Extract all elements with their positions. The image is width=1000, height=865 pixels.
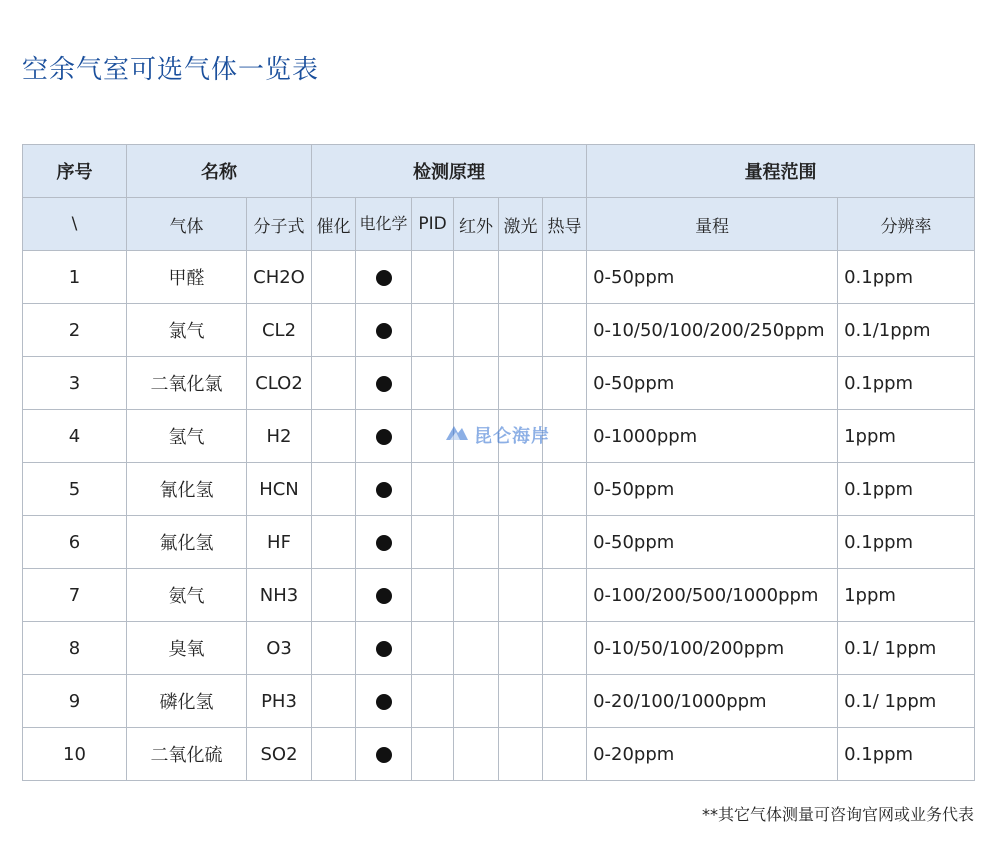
cell-gas: 臭氧 <box>127 622 247 675</box>
cell-gas: 磷化氢 <box>127 675 247 728</box>
cell-laser <box>499 251 543 304</box>
cell-catalytic <box>312 410 356 463</box>
cell-no: 3 <box>23 357 127 410</box>
header-row-1 <box>23 145 975 198</box>
cell-resolution: 1ppm <box>838 569 975 622</box>
header-name: 名称 <box>127 145 312 198</box>
cell-electrochemical <box>356 569 412 622</box>
gas-table <box>22 144 975 781</box>
cell-formula: CLO2 <box>247 357 312 410</box>
cell-resolution: 0.1ppm <box>838 357 975 410</box>
cell-formula: PH3 <box>247 675 312 728</box>
cell-infrared <box>454 728 499 781</box>
cell-pid <box>412 569 454 622</box>
subheader-electrochemical: 电化学 <box>356 198 412 251</box>
cell-resolution: 0.1/ 1ppm <box>838 622 975 675</box>
header-principle: 检测原理 <box>312 145 587 198</box>
cell-formula: NH3 <box>247 569 312 622</box>
cell-gas: 氰化氢 <box>127 463 247 516</box>
cell-catalytic <box>312 251 356 304</box>
cell-laser <box>499 569 543 622</box>
header-row-2 <box>23 198 975 251</box>
filled-dot-icon <box>376 747 392 763</box>
footnote: **其它气体测量可咨询官网或业务代表 <box>701 805 974 824</box>
watermark <box>444 422 550 448</box>
subheader-catalytic: 催化 <box>312 198 356 251</box>
cell-catalytic <box>312 569 356 622</box>
kunlun-logo-icon <box>444 424 470 446</box>
cell-formula: CH2O <box>247 251 312 304</box>
cell-gas: 二氧化硫 <box>127 728 247 781</box>
cell-catalytic <box>312 463 356 516</box>
cell-pid <box>412 516 454 569</box>
cell-formula: CL2 <box>247 304 312 357</box>
cell-electrochemical <box>356 357 412 410</box>
cell-gas: 氢气 <box>127 410 247 463</box>
subheader-pid: PID <box>412 198 454 251</box>
cell-electrochemical <box>356 675 412 728</box>
cell-resolution: 0.1ppm <box>838 463 975 516</box>
cell-thermal <box>543 357 587 410</box>
filled-dot-icon <box>376 588 392 604</box>
cell-infrared <box>454 463 499 516</box>
cell-catalytic <box>312 622 356 675</box>
cell-thermal <box>543 251 587 304</box>
cell-no: 8 <box>23 622 127 675</box>
table-row <box>23 622 975 675</box>
subheader-laser: 激光 <box>499 198 543 251</box>
cell-resolution: 0.1ppm <box>838 516 975 569</box>
cell-no: 7 <box>23 569 127 622</box>
cell-gas: 氟化氢 <box>127 516 247 569</box>
cell-catalytic <box>312 675 356 728</box>
filled-dot-icon <box>376 482 392 498</box>
cell-laser <box>499 304 543 357</box>
cell-gas: 二氧化氯 <box>127 357 247 410</box>
cell-resolution: 0.1/ 1ppm <box>838 675 975 728</box>
subheader-resolution: 分辨率 <box>838 198 975 251</box>
cell-infrared <box>454 251 499 304</box>
cell-infrared <box>454 569 499 622</box>
table-row <box>23 675 975 728</box>
cell-range: 0-50ppm <box>587 463 838 516</box>
cell-range: 0-1000ppm <box>587 410 838 463</box>
cell-no: 4 <box>23 410 127 463</box>
cell-laser <box>499 622 543 675</box>
cell-electrochemical <box>356 622 412 675</box>
cell-laser <box>499 357 543 410</box>
cell-pid <box>412 728 454 781</box>
cell-laser <box>499 463 543 516</box>
cell-formula: H2 <box>247 410 312 463</box>
cell-electrochemical <box>356 463 412 516</box>
table-row <box>23 357 975 410</box>
cell-thermal <box>543 622 587 675</box>
cell-formula: SO2 <box>247 728 312 781</box>
cell-range: 0-50ppm <box>587 251 838 304</box>
cell-catalytic <box>312 357 356 410</box>
cell-range: 0-100/200/500/1000ppm <box>587 569 838 622</box>
filled-dot-icon <box>376 270 392 286</box>
cell-thermal <box>543 569 587 622</box>
table-row <box>23 463 975 516</box>
cell-formula: HCN <box>247 463 312 516</box>
cell-thermal <box>543 728 587 781</box>
subheader-thermal: 热导 <box>543 198 587 251</box>
page-title: 空余气室可选气体一览表 <box>22 55 320 85</box>
subheader-formula: 分子式 <box>247 198 312 251</box>
filled-dot-icon <box>376 641 392 657</box>
cell-range: 0-50ppm <box>587 516 838 569</box>
subheader-range: 量程 <box>587 198 838 251</box>
header-no: 序号 <box>23 145 127 198</box>
cell-laser <box>499 516 543 569</box>
cell-resolution: 0.1ppm <box>838 728 975 781</box>
cell-range: 0-20ppm <box>587 728 838 781</box>
cell-infrared <box>454 675 499 728</box>
cell-resolution: 0.1/1ppm <box>838 304 975 357</box>
cell-laser <box>499 728 543 781</box>
filled-dot-icon <box>376 694 392 710</box>
cell-laser <box>499 675 543 728</box>
table-row <box>23 304 975 357</box>
filled-dot-icon <box>376 535 392 551</box>
subheader-gas: 气体 <box>127 198 247 251</box>
cell-range: 0-10/50/100/200ppm <box>587 622 838 675</box>
cell-pid <box>412 357 454 410</box>
cell-gas: 氨气 <box>127 569 247 622</box>
table-body <box>23 251 975 781</box>
cell-infrared <box>454 622 499 675</box>
cell-electrochemical <box>356 728 412 781</box>
cell-gas: 甲醛 <box>127 251 247 304</box>
cell-formula: O3 <box>247 622 312 675</box>
filled-dot-icon <box>376 323 392 339</box>
table-row <box>23 728 975 781</box>
cell-pid <box>412 304 454 357</box>
cell-electrochemical <box>356 410 412 463</box>
cell-gas: 氯气 <box>127 304 247 357</box>
subheader-no: \ <box>23 198 127 251</box>
table-row <box>23 251 975 304</box>
cell-infrared <box>454 357 499 410</box>
filled-dot-icon <box>376 429 392 445</box>
cell-no: 10 <box>23 728 127 781</box>
subheader-infrared: 红外 <box>454 198 499 251</box>
cell-no: 6 <box>23 516 127 569</box>
cell-range: 0-10/50/100/200/250ppm <box>587 304 838 357</box>
table-row <box>23 516 975 569</box>
cell-catalytic <box>312 304 356 357</box>
cell-pid <box>412 251 454 304</box>
cell-pid <box>412 675 454 728</box>
cell-range: 0-50ppm <box>587 357 838 410</box>
cell-no: 1 <box>23 251 127 304</box>
cell-catalytic <box>312 728 356 781</box>
cell-pid <box>412 622 454 675</box>
cell-thermal <box>543 304 587 357</box>
cell-no: 5 <box>23 463 127 516</box>
cell-infrared <box>454 516 499 569</box>
cell-thermal <box>543 463 587 516</box>
cell-electrochemical <box>356 516 412 569</box>
cell-thermal <box>543 516 587 569</box>
table-row <box>23 569 975 622</box>
cell-formula: HF <box>247 516 312 569</box>
cell-resolution: 0.1ppm <box>838 251 975 304</box>
cell-range: 0-20/100/1000ppm <box>587 675 838 728</box>
cell-resolution: 1ppm <box>838 410 975 463</box>
cell-electrochemical <box>356 304 412 357</box>
cell-no: 9 <box>23 675 127 728</box>
cell-pid <box>412 463 454 516</box>
cell-thermal <box>543 675 587 728</box>
cell-no: 2 <box>23 304 127 357</box>
cell-catalytic <box>312 516 356 569</box>
filled-dot-icon <box>376 376 392 392</box>
header-range-group: 量程范围 <box>587 145 975 198</box>
cell-infrared <box>454 304 499 357</box>
watermark-text: 昆仑海岸 <box>474 426 550 447</box>
cell-electrochemical <box>356 251 412 304</box>
